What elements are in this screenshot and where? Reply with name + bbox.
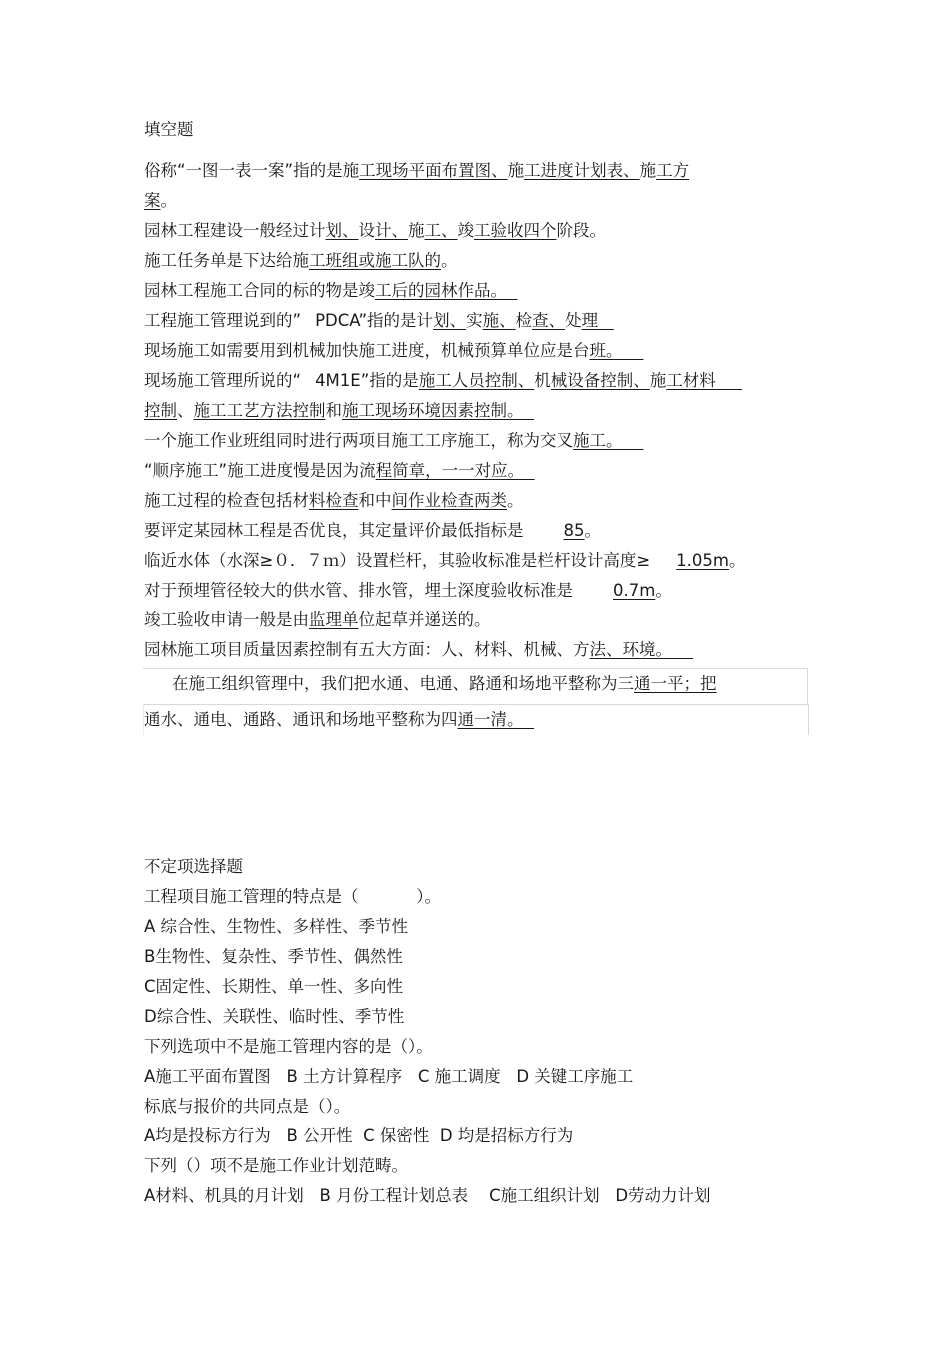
q7-text: ”指的是: [360, 371, 419, 390]
q7-text: 现场施工管理所说的“: [144, 371, 302, 390]
q8-text: 一个施工作业班组同时进行两项目施工工序施工，称为交叉: [144, 431, 573, 450]
q7-answer: 施工人员控制、: [418, 371, 535, 390]
choice-heading: 不定项选择题: [144, 857, 243, 876]
q10-answer: 间作业检查两类: [391, 491, 507, 510]
fill-question-10: [144, 491, 524, 511]
q13-answer: 0.7m: [613, 581, 656, 600]
fill-question-7-cont: [144, 401, 534, 421]
fill-heading: 填空题: [144, 120, 194, 139]
q7-answer: 施工现场环境因素控制。: [342, 401, 534, 420]
q10-answer: 料检查: [309, 491, 359, 510]
q1-answer: 工方: [656, 161, 690, 180]
q15-answer: 法、环境。: [589, 640, 693, 659]
choice-question-1-option-c: C固定性、长期性、单一性、多向性: [144, 977, 404, 996]
q14-text: 竣工验收申请一般是由: [144, 610, 309, 629]
choice-question-3: 标底与报价的共同点是（）。: [144, 1097, 351, 1116]
q7-answer: 工材料: [666, 371, 743, 390]
q14-text: 位起草并递送的。: [358, 610, 491, 629]
q12-text: 临近水体（水深≥０．７ｍ）设置栏杆，其验收标准是栏杆设计高度≥: [144, 551, 651, 570]
fill-question-9: [144, 461, 535, 481]
choice-question-1: 工程项目施工管理的特点是（ ）。: [144, 887, 441, 906]
q7-text: 机: [534, 371, 551, 390]
fill-question-15: [144, 640, 693, 660]
q5-answer: 划、: [433, 311, 467, 330]
q5-answer: 查、: [532, 311, 566, 330]
q12-text: 。: [728, 551, 746, 570]
fill-question-2: [144, 221, 606, 241]
q15-text: 园林施工项目质量因素控制有五大方面：人、材料、机械、方: [144, 640, 590, 659]
fill-question-4: [144, 281, 518, 301]
q3-answer: 工班组或施工队的: [309, 251, 441, 270]
q9-answer: 程简章，一一对应。: [375, 461, 535, 480]
q13-text: 对于预埋管径较大的供水管、排水管，埋土深度验收标准是: [144, 581, 573, 600]
q10-text: 和中: [358, 491, 392, 510]
q5-text: 实: [466, 311, 483, 330]
q9-text: “顺序施工”施工进度慢是因为流: [144, 461, 376, 480]
fill-question-16: [172, 674, 717, 694]
q3-text: 。: [441, 251, 458, 270]
fill-question-16-cont: [144, 710, 534, 730]
q14-answer: 监理单: [309, 610, 359, 629]
choice-question-4-options: A材料、机具的月计划 B 月份工程计划总表 C施工组织计划 D劳动力计划: [144, 1186, 711, 1205]
fill-question-14: [144, 610, 491, 630]
q7-text: 和: [325, 401, 342, 420]
fill-question-7: [144, 371, 742, 391]
fill-question-3: [144, 251, 458, 271]
fill-question-12: [144, 551, 745, 571]
q11-text: 要评定某园林工程是否优良，其定量评价最低指标是: [144, 521, 524, 540]
q5-answer: 理: [581, 311, 614, 330]
q1-answer: 工现场平面布置图、: [359, 161, 508, 180]
choice-question-1-option-d: D综合性、关联性、临时性、季节性: [144, 1007, 405, 1026]
fill-question-6: [144, 341, 643, 361]
choice-question-1-option-a: A 综合性、生物性、多样性、季节性: [144, 917, 409, 936]
q13-text: 。: [655, 581, 672, 600]
q2-text: 竣: [457, 221, 474, 240]
q16-text: 在施工组织管理中，我们把水通、电通、路通和场地平整称为三: [172, 674, 634, 693]
q11-text: 。: [584, 521, 601, 540]
q7-term: 4M1E: [315, 371, 361, 390]
q10-text: 。: [507, 491, 524, 510]
q5-text: ”指的是计: [358, 311, 434, 330]
choice-question-2-options: A施工平面布置图 B 土方计算程序 C 施工调度 D 关键工序施工: [144, 1067, 634, 1086]
q6-text: 现场施工如需要用到机械加快施工进度，机械预算单位应是台: [144, 341, 590, 360]
q7-text: 施: [649, 371, 667, 390]
q5-text: 处: [565, 311, 582, 330]
q16-text: 通水、通电、通路、通讯和场地平整称为四: [144, 710, 458, 729]
q1-answer: 案: [144, 191, 161, 210]
q4-text: 园林工程施工合同的标的物是竣: [144, 281, 375, 300]
q7-answer: 控制: [144, 401, 177, 420]
q8-answer: 施工。: [573, 431, 644, 450]
q2-text: 设: [358, 221, 375, 240]
choice-question-4: 下列（）项不是施工作业计划范畴。: [144, 1156, 408, 1175]
choice-question-1-option-b: B生物性、复杂性、季节性、偶然性: [144, 947, 403, 966]
fill-question-11: [144, 521, 601, 541]
q1-answer: 工进度计划表、: [524, 161, 640, 180]
q6-answer: 班。: [589, 341, 644, 360]
q2-text: 施: [408, 221, 425, 240]
q12-answer: 1.05m: [676, 551, 729, 570]
q16-answer: 通一平；把: [634, 674, 717, 693]
q10-text: 施工过程的检查包括材: [144, 491, 309, 510]
q1-text: 施: [639, 161, 657, 180]
fill-question-1: [144, 161, 689, 181]
q7-text: 、: [177, 401, 194, 420]
q1-text: 。: [160, 191, 177, 210]
q1-text: 施: [507, 161, 525, 180]
fill-question-13: [144, 581, 672, 601]
q7-answer: 施工工艺方法控制: [193, 401, 326, 420]
q2-text: 园林工程建设一般经过计: [144, 221, 326, 240]
q2-answer: 计、: [375, 221, 408, 240]
fill-question-5: [144, 311, 614, 331]
choice-question-3-options: A均是投标方行为 B 公开性 C 保密性 D 均是招标方行为: [144, 1126, 574, 1145]
q16-answer: 通一清。: [457, 710, 534, 729]
q11-answer: 85: [563, 521, 585, 540]
q5-text: 工程施工管理说到的”: [144, 311, 302, 330]
q3-text: 施工任务单是下达给施: [144, 251, 309, 270]
q2-text: 阶段。: [556, 221, 606, 240]
q5-text: 检: [515, 311, 533, 330]
fill-question-8: [144, 431, 643, 451]
choice-question-2: 下列选项中不是施工管理内容的是（）。: [144, 1037, 433, 1056]
q1-text: 俗称“一图一表一案”指的是施: [144, 161, 360, 180]
q4-answer: 工后的园林作品。: [375, 281, 518, 300]
q5-answer: 施、: [482, 311, 516, 330]
q7-answer: 械设备控制、: [550, 371, 650, 390]
fill-question-1-cont: [144, 191, 177, 211]
q5-term: PDCA: [315, 311, 359, 330]
q2-answer: 划、: [325, 221, 359, 240]
q2-answer: 工验收四个: [474, 221, 557, 240]
q2-answer: 工、: [424, 221, 458, 240]
